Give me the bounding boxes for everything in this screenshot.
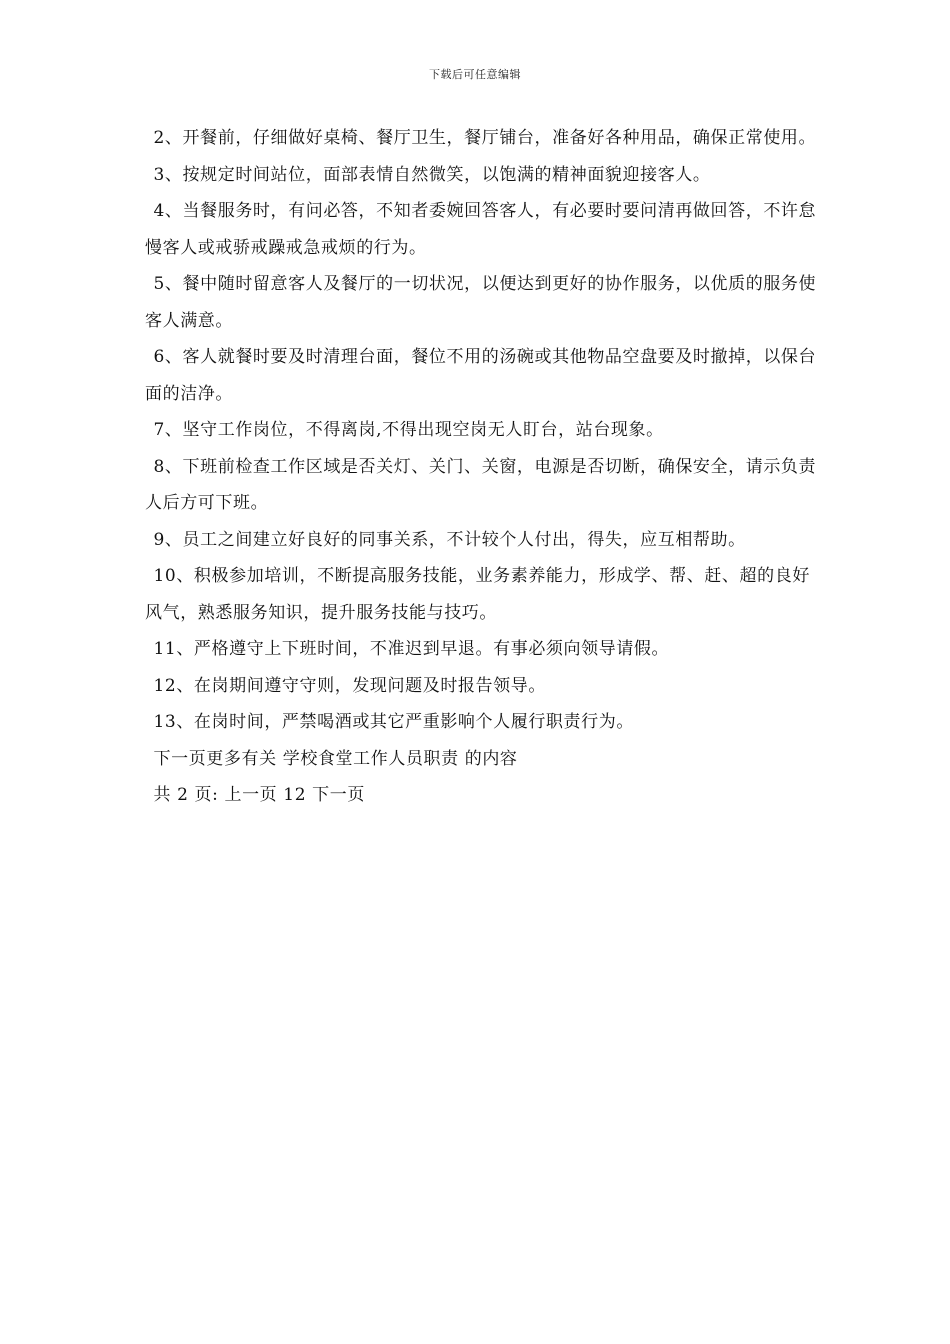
page-1-link[interactable]: 1 bbox=[283, 785, 295, 805]
document-body bbox=[145, 120, 825, 814]
duty-item-6: 6、客人就餐时要及时清理台面，餐位不用的汤碗或其他物品空盘要及时撤掉，以保台面的洁净。 bbox=[145, 347, 817, 404]
more-prefix: 下一页更多有关 bbox=[153, 748, 277, 769]
duty-item-8: 8、下班前检查工作区域是否关灯、关门、关窗，电源是否切断，确保安全，请示负责人后方可下班。 bbox=[145, 456, 817, 513]
prev-page-link[interactable]: 上一页 bbox=[224, 785, 278, 805]
page-2-link[interactable]: 2 bbox=[294, 785, 307, 805]
duty-item-11: 11、严格遵守上下班时间，不准迟到早退。有事必须向领导请假。 bbox=[153, 639, 670, 659]
more-topic-link[interactable]: 学校食堂工作人员职责 bbox=[282, 748, 459, 769]
duty-item-2: 2、开餐前，仔细做好桌椅、餐厅卫生，餐厅铺台，准备好各种用品，确保正常使用。 bbox=[153, 128, 817, 148]
duty-item-12: 12、在岗期间遵守守则，发现问题及时报告领导。 bbox=[153, 675, 546, 696]
duty-item-9: 9、员工之间建立好良好的同事关系，不计较个人付出，得失，应互相帮助。 bbox=[153, 529, 746, 550]
duty-item-5: 5、餐中随时留意客人及餐厅的一切状况，以便达到更好的协作服务，以优质的服务使客人满意。 bbox=[145, 274, 817, 331]
more-suffix: 的内容 bbox=[464, 748, 518, 769]
duty-item-13: 13、在岗时间，严禁喝酒或其它严重影响个人履行职责行为。 bbox=[153, 712, 634, 732]
pagination bbox=[145, 777, 825, 814]
duty-item-3: 3、按规定时间站位，面部表情自然微笑，以饱满的精神面貌迎接客人。 bbox=[153, 164, 711, 185]
pagination-total: 共 2 页: bbox=[153, 785, 219, 805]
page-header bbox=[0, 66, 950, 82]
next-page-link[interactable]: 下一页 bbox=[312, 785, 365, 805]
duty-item-10: 10、积极参加培训，不断提高服务技能，业务素养能力，形成学、帮、赶、超的良好风气，熟悉服务知识，提升服务技能与技巧。 bbox=[145, 566, 810, 623]
duty-item-7: 7、坚守工作岗位，不得离岗,不得出现空岗无人盯台，站台现象。 bbox=[153, 420, 664, 440]
header-watermark-text: 下载后可任意编辑 bbox=[429, 68, 521, 81]
duty-item-4: 4、当餐服务时，有问必答，不知者委婉回答客人，有必要时要问清再做回答，不许怠慢客人或戒骄戒躁戒急戒烦的行为。 bbox=[145, 201, 817, 258]
more-content-line bbox=[145, 741, 825, 778]
